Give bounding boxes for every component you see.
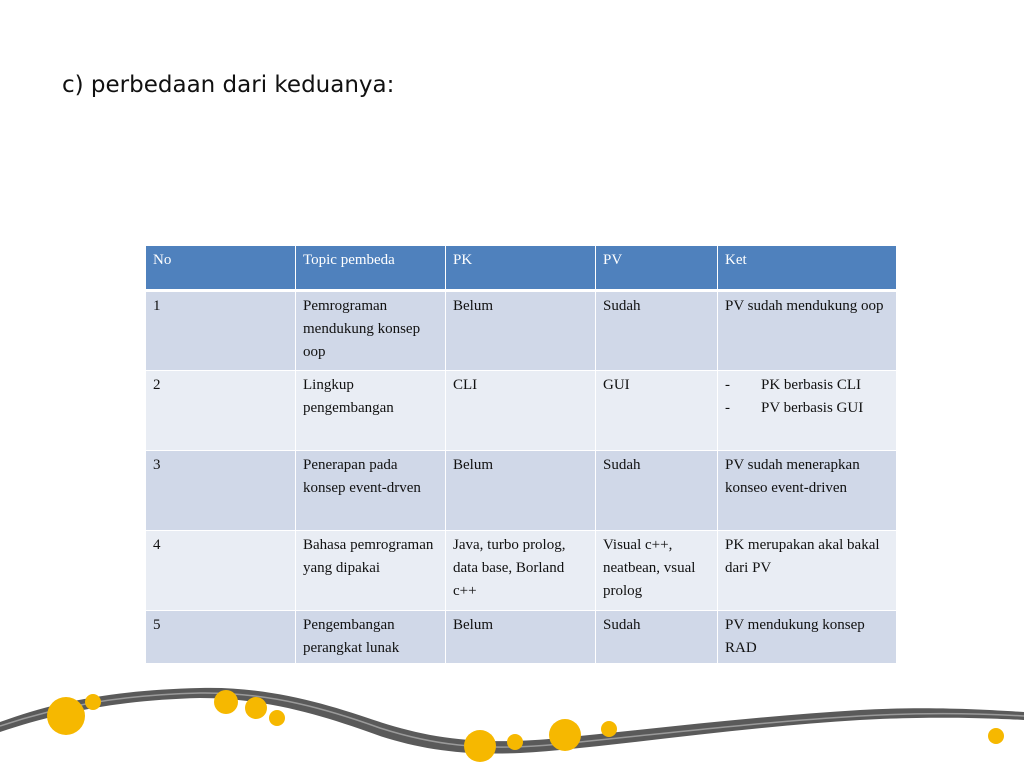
cell-pv: Sudah	[596, 611, 718, 664]
cell-no: 3	[146, 451, 296, 531]
bullet-item	[725, 397, 889, 420]
table-row	[146, 531, 897, 611]
bullet-item	[725, 374, 889, 397]
table-row	[146, 291, 897, 371]
decor-dot	[549, 719, 581, 751]
cell-topic: Penerapan pada konsep event-drven	[296, 451, 446, 531]
cell-no: 1	[146, 291, 296, 371]
header-topic: Topic pembeda	[296, 246, 446, 291]
cell-no: 4	[146, 531, 296, 611]
decor-dot	[507, 734, 523, 750]
table-row	[146, 371, 897, 451]
cell-pk: CLI	[446, 371, 596, 451]
decor-dot	[988, 728, 1004, 744]
cell-pk: Java, turbo prolog, data base, Borland c++	[446, 531, 596, 611]
cell-pk: Belum	[446, 611, 596, 664]
decorative-wave-footer	[0, 670, 1024, 768]
table-header-row	[146, 246, 897, 291]
cell-ket: PV mendukung konsep RAD	[718, 611, 897, 664]
cell-pv: Visual c++, neatbean, vsual prolog	[596, 531, 718, 611]
decor-dot	[464, 730, 496, 762]
decor-dot	[245, 697, 267, 719]
cell-topic: Pengembangan perangkat lunak	[296, 611, 446, 664]
decor-dot	[269, 710, 285, 726]
bullet-text: PK berbasis CLI	[761, 377, 861, 393]
decor-dot	[601, 721, 617, 737]
decor-dot	[85, 694, 101, 710]
cell-pv: Sudah	[596, 451, 718, 531]
slide-title: c) perbedaan dari keduanya:	[62, 72, 395, 98]
bullet-dash: -	[725, 400, 730, 416]
header-no: No	[146, 246, 296, 291]
header-pv: PV	[596, 246, 718, 291]
decor-dot	[47, 697, 85, 735]
cell-topic: Lingkup pengembangan	[296, 371, 446, 451]
bullet-dash: -	[725, 377, 730, 393]
decor-dot	[214, 690, 238, 714]
cell-topic: Pemrograman mendukung konsep oop	[296, 291, 446, 371]
header-pk: PK	[446, 246, 596, 291]
header-ket: Ket	[718, 246, 897, 291]
cell-pv: GUI	[596, 371, 718, 451]
cell-ket	[718, 371, 897, 451]
cell-ket: PV sudah mendukung oop	[718, 291, 897, 371]
cell-no: 2	[146, 371, 296, 451]
bullet-text: PV berbasis GUI	[761, 400, 864, 416]
table-row	[146, 451, 897, 531]
cell-pk: Belum	[446, 451, 596, 531]
comparison-table	[145, 245, 897, 664]
table-row	[146, 611, 897, 664]
cell-pk: Belum	[446, 291, 596, 371]
cell-topic: Bahasa pemrograman yang dipakai	[296, 531, 446, 611]
cell-pv: Sudah	[596, 291, 718, 371]
cell-ket: PV sudah menerapkan konseo event-driven	[718, 451, 897, 531]
cell-no: 5	[146, 611, 296, 664]
cell-ket: PK merupakan akal bakal dari PV	[718, 531, 897, 611]
